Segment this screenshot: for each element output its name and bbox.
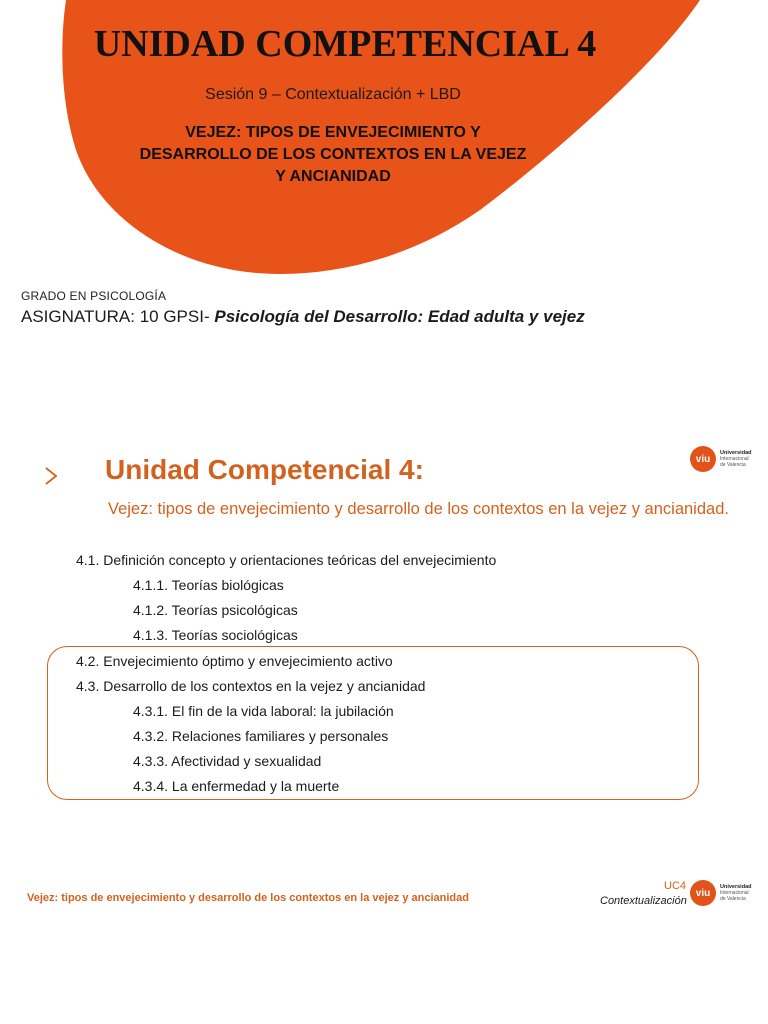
chevron-right-icon xyxy=(44,460,58,492)
logo-line: Universidad xyxy=(720,450,752,456)
unit-badge: UC4 xyxy=(664,880,687,892)
toc-item: 4.3.4. La enfermedad y la muerte xyxy=(133,778,340,794)
subject-prefix: ASIGNATURA: 10 GPSI- xyxy=(21,307,210,326)
toc-item: 4.3.1. El fin de la vida laboral: la jubilación xyxy=(133,703,394,719)
footer-title: Vejez: tipos de envejecimiento y desarrollo de los contextos en la vejez y ancianidad xyxy=(27,892,469,904)
slide-subtitle: Vejez: tipos de envejecimiento y desarrollo de los contextos en la vejez y ancianidad. xyxy=(108,500,729,518)
toc-item: 4.3.2. Relaciones familiares y personales xyxy=(133,728,389,744)
toc-item: 4.3.3. Afectividad y sexualidad xyxy=(133,753,322,769)
viu-logo-mark: viu xyxy=(690,880,716,906)
cover-title: UNIDAD COMPETENCIAL 4 xyxy=(93,23,597,65)
toc-item: 4.1. Definición concepto y orientaciones teóricas del envejecimiento xyxy=(76,552,497,568)
subject-name: Psicología del Desarrollo: Edad adulta y vejez xyxy=(214,307,585,326)
toc-item: 4.1.3. Teorías sociológicas xyxy=(133,627,298,643)
cover-subtitle-line: Y ANCIANIDAD xyxy=(275,168,391,185)
cover-subtitle xyxy=(130,122,536,188)
highlight-frame xyxy=(47,646,699,800)
session-label: Sesión 9 – Contextualización + LBD xyxy=(205,86,461,103)
cover-subtitle-line: VEJEZ: TIPOS DE ENVEJECIMIENTO Y xyxy=(185,124,481,141)
viu-logo xyxy=(690,446,751,472)
toc-item: 4.3. Desarrollo de los contextos en la vejez y ancianidad xyxy=(76,678,426,694)
degree-label: GRADO EN PSICOLOGÍA xyxy=(21,289,167,303)
toc-item: 4.1.2. Teorías psicológicas xyxy=(133,602,298,618)
viu-logo-mark: viu xyxy=(690,446,716,472)
logo-line: Internacional xyxy=(720,890,749,896)
toc-item: 4.1.1. Teorías biológicas xyxy=(133,577,284,593)
viu-logo-footer xyxy=(690,880,751,906)
section-label: Contextualización xyxy=(600,895,687,907)
toc-item: 4.2. Envejecimiento óptimo y envejecimiento activo xyxy=(76,653,393,669)
logo-line: de Valencia xyxy=(720,896,746,902)
subject-label xyxy=(21,307,585,327)
cover-subtitle-line: DESARROLLO DE LOS CONTEXTOS EN LA VEJEZ xyxy=(139,146,527,163)
slide-title: Unidad Competencial 4: xyxy=(105,454,424,485)
logo-line: Internacional xyxy=(720,456,749,462)
logo-line: de Valencia xyxy=(720,462,746,468)
logo-line: Universidad xyxy=(720,884,752,890)
